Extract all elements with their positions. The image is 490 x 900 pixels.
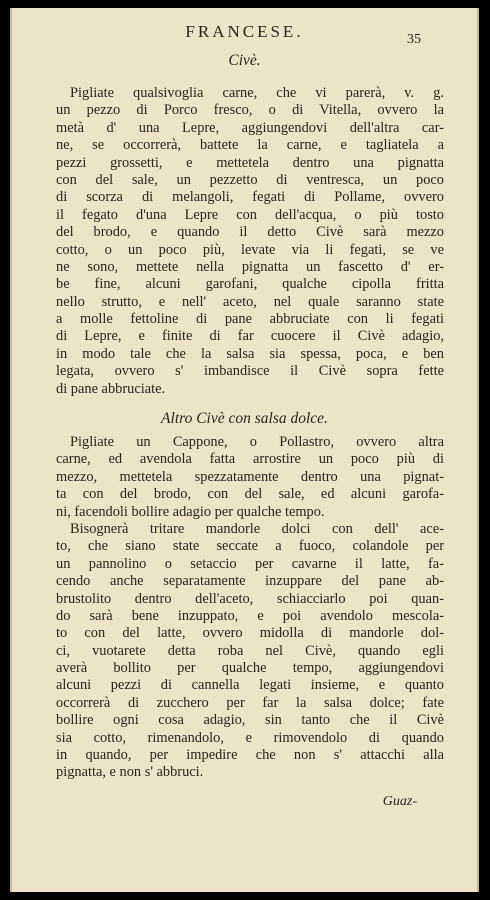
text-line: a molle fettoline di pane abbruciate con li fegati — [56, 311, 444, 328]
page-number: 35 — [407, 32, 421, 47]
section-body-cive — [56, 85, 444, 398]
text-line: un pezzo di Porco fresco, o di Vitella, ovvero la — [56, 102, 444, 119]
text-line: di scorza di melangoli, fegati di Pollame, ovvero — [56, 189, 444, 206]
text-line: sia cotto, rimenandolo, e rimovendolo di quando — [56, 729, 444, 746]
text-line: in quando, per impedire che non s' attacchi alla — [56, 747, 444, 764]
text-line: bollire ogni cosa adagio, sin tanto che il Civè — [56, 712, 444, 729]
text-line: del brodo, e quando il detto Civè sarà mezzo — [56, 224, 444, 241]
text-line: ta con del brodo, con del sale, ed alcuni garofa- — [56, 486, 444, 503]
catchword: Guaz- — [382, 794, 417, 809]
book-page — [10, 8, 479, 892]
text-line: di Lepre, e finite di far cuocere il Civè adagio, — [56, 328, 444, 345]
text-line: in modo tale che la salsa sia spessa, poca, e ben — [56, 345, 444, 362]
text-line: cotto, o un poco più, levate via li fegati, se ve — [56, 241, 444, 258]
text-line: ci, vuotarete detta roba nel Civè, quando egli — [56, 642, 444, 659]
text-line: brustolito dentro dell'aceto, schiacciarlo poi quan- — [56, 590, 444, 607]
text-line: carne, ed avendola fatta arrostire un poco più di — [56, 451, 444, 468]
text-line: ni, facendoli bollire adagio per qualche tempo. — [56, 503, 325, 520]
text-line: nello strutto, e nell' aceto, nel quale saranno state — [56, 293, 444, 310]
text-line: ne, se occorrerà, battete la carne, e tagliatela a — [56, 137, 444, 154]
text-line: alcuni pezzi di cannella legati insieme, e quanto — [56, 677, 444, 694]
text-line: mezzo, mettetela spezzatamente dentro una pignat- — [56, 468, 444, 485]
section-title-altro-cive: Altro Civè con salsa dolce. — [161, 410, 328, 427]
section-body-altro-cive — [56, 434, 444, 782]
text-line: cendo anche separatamente inzuppare del pane ab- — [56, 573, 444, 590]
text-line: to con del latte, ovvero midolla di mandorle dol- — [56, 625, 444, 642]
text-line: con del sale, un pezzetto di ventresca, un poco — [56, 171, 444, 188]
text-line: Bisognerà tritare mandorle dolci con dell' ace- — [70, 520, 444, 537]
text-line: ne sono, mettete nella pignatta un fascetto d' er- — [56, 258, 444, 275]
text-line: pezzi grossetti, e mettetela dentro una pignatta — [56, 154, 444, 171]
text-line: il fegato d'una Lepre con dell'acqua, o più tosto — [56, 206, 444, 223]
text-line: Pigliate qualsivoglia carne, che vi parerà, v. g. — [70, 85, 444, 101]
text-line: be fine, alcuni garofani, qualche cipolla fritta — [56, 276, 444, 293]
text-line: metà d' una Lepre, aggiungendovi dell'altra car- — [56, 119, 444, 136]
text-line: pignatta, e non s' abbruci. — [56, 764, 204, 781]
text-line: Pigliate un Cappone, o Pollastro, ovvero altra — [70, 434, 444, 450]
text-line: do sarà bene inzuppato, e poi avendolo mescola- — [56, 607, 444, 624]
text-line: di pane abbruciate. — [56, 380, 166, 397]
text-line: to, che siano state seccate a fuoco, colandole per — [56, 538, 444, 555]
running-head: FRANCESE. — [185, 22, 304, 41]
text-line: legata, ovvero s' imbandisce il Civè sopra fette — [56, 363, 444, 380]
text-line: occorrerà di zucchero per far la salsa dolce; fate — [56, 694, 444, 711]
section-title-cive: Civè. — [228, 52, 261, 69]
text-line: un pannolino o setaccio per cavarne il latte, fa- — [56, 555, 444, 572]
text-line: averà bollito per qualche tempo, aggiungendovi — [56, 660, 444, 677]
